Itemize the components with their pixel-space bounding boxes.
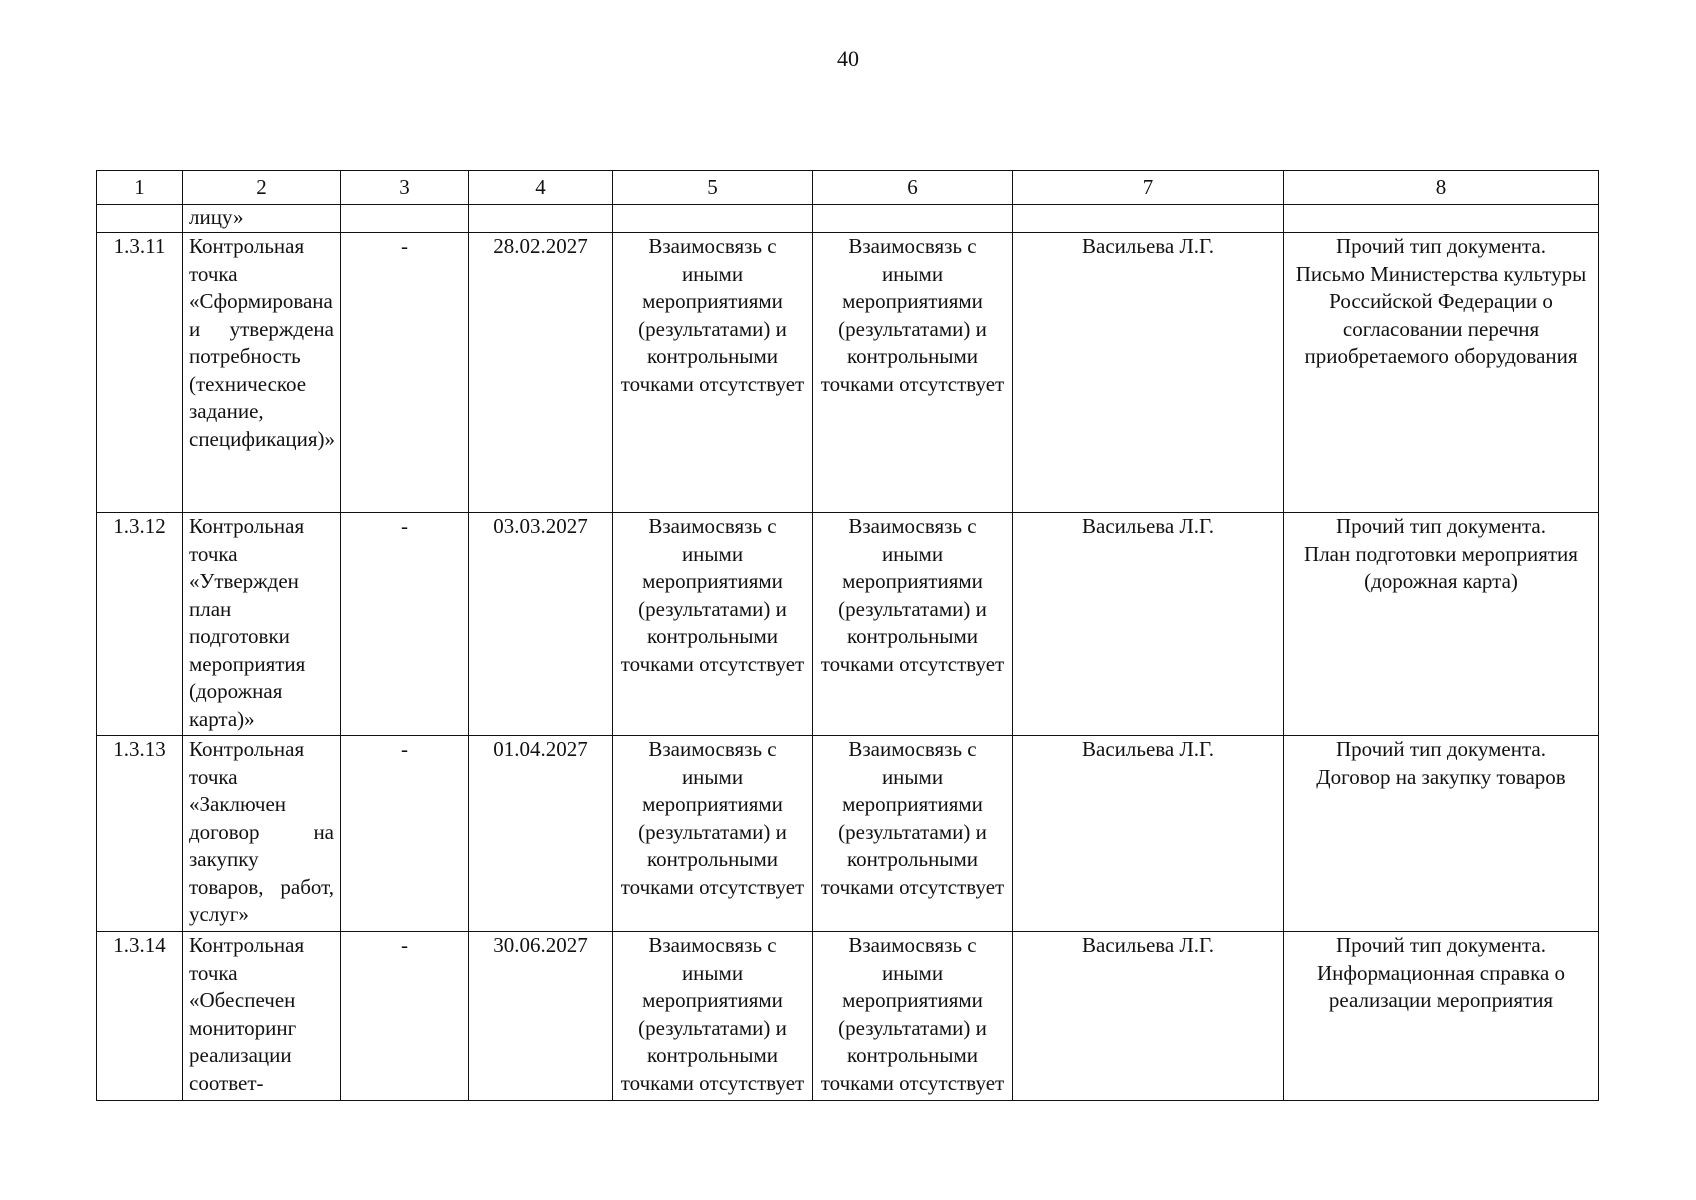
cell-name: Контрольная точка «Сформирована и утверждена потребность (техническое задание, спецификация)»	[183, 233, 341, 513]
cell-document: Прочий тип документа. План подготовки мероприятия (дорожная карта)	[1284, 513, 1599, 736]
column-number-3: 3	[341, 171, 469, 205]
cell-id: 1.3.14	[97, 932, 183, 1101]
cell-document: Прочий тип документа. Письмо Министерства культуры Российской Федерации о согласовании перечня приобретаемого оборудования	[1284, 233, 1599, 513]
cell-col5: Взаимосвязь с иными мероприятиями (результатами) и контрольными точками отсутствует	[613, 513, 813, 736]
cell-col3: -	[341, 513, 469, 736]
cell-name: лицу»	[183, 205, 341, 233]
cell-document	[1284, 205, 1599, 233]
table-row	[97, 233, 1599, 513]
table-row	[97, 932, 1599, 1101]
cell-id	[97, 205, 183, 233]
cell-col3	[341, 205, 469, 233]
cell-document: Прочий тип документа. Информационная справка о реализации мероприятия	[1284, 932, 1599, 1101]
continuation-row	[97, 205, 1599, 233]
cell-date	[469, 205, 613, 233]
cell-id: 1.3.12	[97, 513, 183, 736]
column-number-2: 2	[183, 171, 341, 205]
cell-date: 28.02.2027	[469, 233, 613, 513]
cell-name: Контрольная точка «Обеспечен мониторинг реализации соответ-	[183, 932, 341, 1101]
cell-responsible: Васильева Л.Г.	[1013, 932, 1284, 1101]
cell-col5: Взаимосвязь с иными мероприятиями (результатами) и контрольными точками отсутствует	[613, 736, 813, 932]
page-number: 40	[837, 46, 859, 71]
cell-col5: Взаимосвязь с иными мероприятиями (результатами) и контрольными точками отсутствует	[613, 932, 813, 1101]
cell-name: Контрольная точка «Утвержден план подготовки мероприятия (дорожная карта)»	[183, 513, 341, 736]
column-number-1: 1	[97, 171, 183, 205]
cell-col6: Взаимосвязь с иными мероприятиями (результатами) и контрольными точками отсутствует	[813, 513, 1013, 736]
cell-responsible: Васильева Л.Г.	[1013, 233, 1284, 513]
cell-name: Контрольная точка «Заключен договор на закупку товаров, работ, услуг»	[183, 736, 341, 932]
cell-date: 30.06.2027	[469, 932, 613, 1101]
column-number-6: 6	[813, 171, 1013, 205]
column-number-5: 5	[613, 171, 813, 205]
cell-date: 01.04.2027	[469, 736, 613, 932]
cell-responsible: Васильева Л.Г.	[1013, 736, 1284, 932]
cell-col5	[613, 205, 813, 233]
cell-col3: -	[341, 736, 469, 932]
cell-id: 1.3.13	[97, 736, 183, 932]
cell-col6	[813, 205, 1013, 233]
column-number-7: 7	[1013, 171, 1284, 205]
column-number-4: 4	[469, 171, 613, 205]
cell-col6: Взаимосвязь с иными мероприятиями (результатами) и контрольными точками отсутствует	[813, 736, 1013, 932]
table-row	[97, 736, 1599, 932]
cell-col6: Взаимосвязь с иными мероприятиями (результатами) и контрольными точками отсутствует	[813, 932, 1013, 1101]
cell-responsible	[1013, 205, 1284, 233]
cell-col3: -	[341, 233, 469, 513]
cell-col3: -	[341, 932, 469, 1101]
cell-date: 03.03.2027	[469, 513, 613, 736]
cell-col6: Взаимосвязь с иными мероприятиями (результатами) и контрольными точками отсутствует	[813, 233, 1013, 513]
cell-col5: Взаимосвязь с иными мероприятиями (результатами) и контрольными точками отсутствует	[613, 233, 813, 513]
cell-document: Прочий тип документа. Договор на закупку товаров	[1284, 736, 1599, 932]
control-points-table	[96, 170, 1599, 1101]
column-number-row	[97, 171, 1599, 205]
cell-id: 1.3.11	[97, 233, 183, 513]
table-row	[97, 513, 1599, 736]
column-number-8: 8	[1284, 171, 1599, 205]
cell-responsible: Васильева Л.Г.	[1013, 513, 1284, 736]
